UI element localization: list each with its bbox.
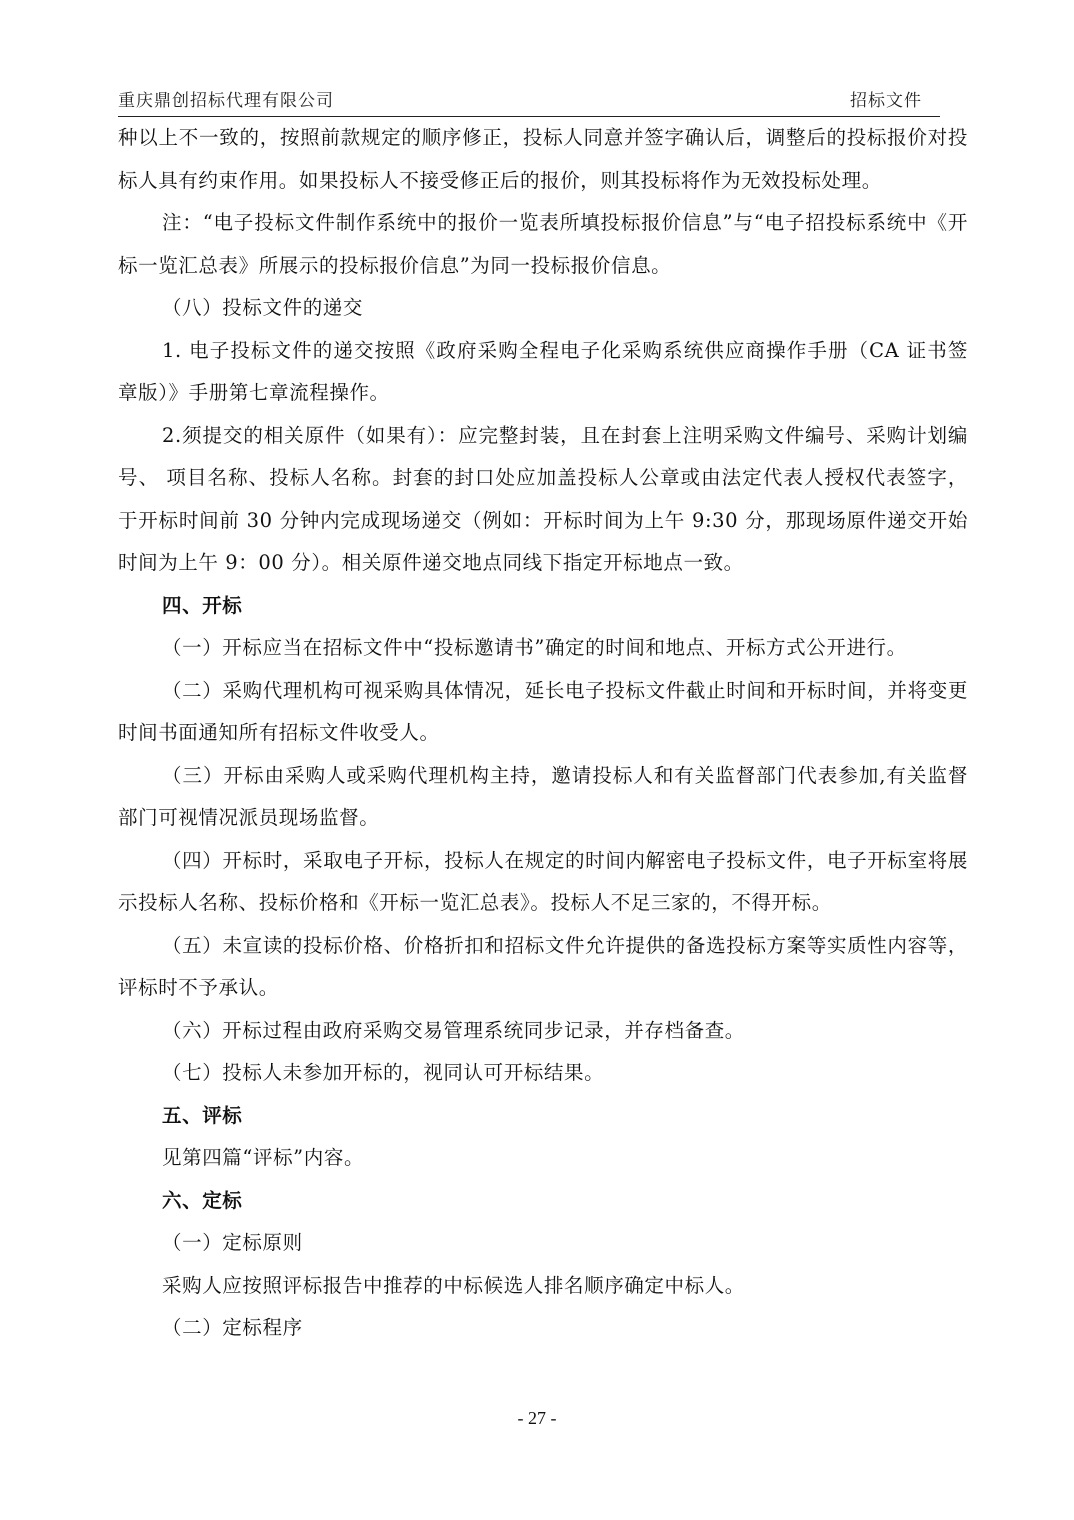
award-procedure-title: （二）定标程序 (162, 1316, 303, 1339)
header-doc-type: 招标文件 (850, 91, 922, 111)
opening-item-1: （一）开标应当在招标文件中“投标邀请书”确定的时间和地点、开标方式公开进行。 (162, 636, 907, 659)
section-8-item-1: 1. 电子投标文件的递交按照《政府采购全程电子化采购系统供应商操作手册（CA 证书签章版）》手册第七章流程操作。 (118, 338, 968, 404)
page-number: - 27 - (517, 1408, 557, 1428)
opening-item-6: （六）开标过程由政府采购交易管理系统同步记录，并存档备查。 (162, 1018, 745, 1042)
opening-item-3: （三）开标由采购人或采购代理机构主持，邀请投标人和有关监督部门代表参加,有关监督部门可视情况派员现场监督。 (118, 763, 968, 829)
award-principle-title: （一）定标原则 (162, 1231, 303, 1254)
opening-item-7: （七）投标人未参加开标的，视同认可开标结果。 (162, 1061, 605, 1084)
paragraph-note: 注：“电子投标文件制作系统中的报价一览表所填投标报价信息”与“电子招投标系统中《开标一览汇总表》所展示的投标报价信息”为同一投标报价信息。 (118, 211, 968, 277)
heading-evaluation: 五、评标 (162, 1103, 243, 1127)
evaluation-text: 见第四篇“评标”内容。 (162, 1146, 365, 1169)
heading-award: 六、定标 (162, 1188, 243, 1212)
award-principle-text: 采购人应按照评标报告中推荐的中标候选人排名顺序确定中标人。 (162, 1273, 745, 1297)
paragraph-continued: 种以上不一致的，按照前款规定的顺序修正，投标人同意并签字确认后，调整后的投标报价对投标人具有约束作用。如果投标人不接受修正后的报价，则其投标将作为无效投标处理。 (118, 126, 968, 192)
opening-item-4: （四）开标时，采取电子开标，投标人在规定的时间内解密电子投标文件，电子开标室将展示投标人名称、投标价格和《开标一览汇总表》。投标人不足三家的，不得开标。 (118, 848, 968, 914)
opening-item-2: （二）采购代理机构可视采购具体情况，延长电子投标文件截止时间和开标时间，并将变更时间书面通知所有招标文件收受人。 (118, 678, 968, 744)
heading-opening: 四、开标 (162, 593, 243, 617)
opening-item-5: （五）未宣读的投标价格、价格折扣和招标文件允许提供的备选投标方案等实质性内容等，评标时不予承认。 (118, 933, 968, 999)
section-8-title: （八）投标文件的递交 (162, 296, 364, 319)
section-8-item-2: 2.须提交的相关原件（如果有）：应完整封装，且在封套上注明采购文件编号、采购计划编号、 项目名称、投标人名称。封套的封口处应加盖投标人公章或由法定代表人授权代表签字，于开标时间前 30 分钟内完成现场递交（例如：开标时间为上午 9:30 分，那现场原件递交开始时间为上午 9：00 分）。相关原件递交地点同线下指定开标地点一致。 (118, 423, 968, 574)
header-company: 重庆鼎创招标代理有限公司 (118, 91, 334, 111)
document-body (118, 117, 968, 1350)
page-header (118, 88, 940, 117)
